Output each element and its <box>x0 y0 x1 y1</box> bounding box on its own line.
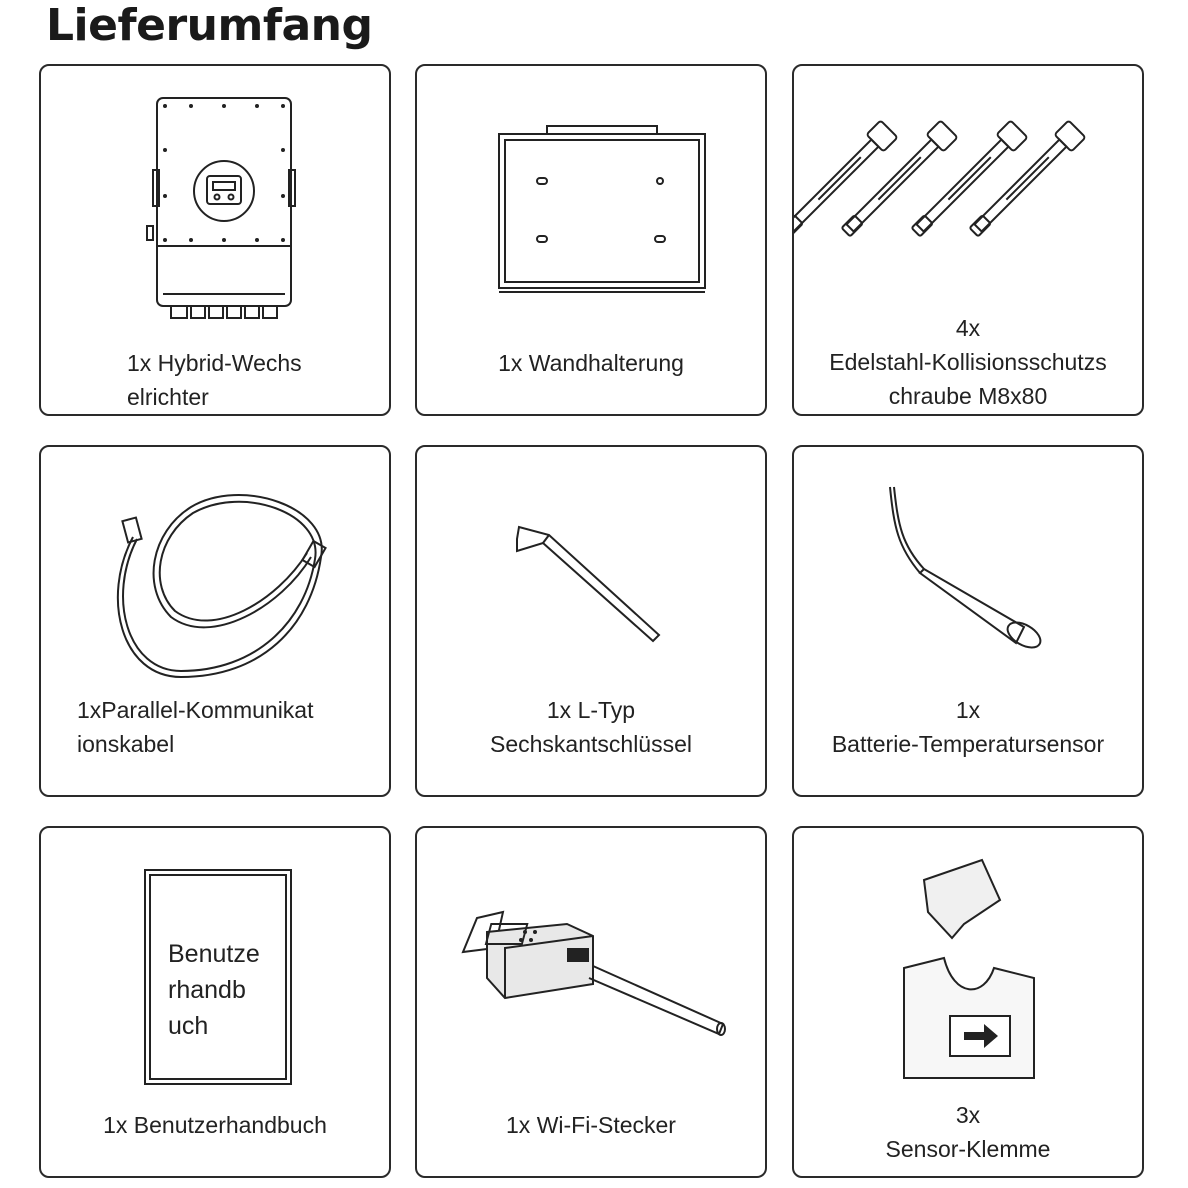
sensor-clamp-illustration <box>794 828 1142 1098</box>
item-caption: 1x Benutzerhandbuch <box>103 1112 327 1138</box>
item-caption: 1x L-Typ Sechskantschlüssel <box>490 697 692 757</box>
item-caption: 3x Sensor-Klemme <box>885 1102 1051 1162</box>
anchor-screws-illustration <box>794 66 1142 336</box>
item-caption: 1x Wandhalterung <box>498 350 684 376</box>
parallel-cable-illustration <box>41 447 389 717</box>
wifi-plug-illustration <box>417 828 765 1098</box>
item-caption: 1x Hybrid-Wechs elrichter <box>127 350 302 410</box>
item-caption: 1x Wi-Fi-Stecker <box>506 1112 676 1138</box>
item-caption: 4x Edelstahl-Kollisionsschutzs chraube M8x80 <box>829 315 1107 409</box>
wall-bracket-illustration <box>417 66 765 336</box>
item-card-sensor-clamp <box>792 826 1144 1178</box>
item-card-screws <box>792 64 1144 416</box>
item-card-wifi-plug <box>415 826 767 1178</box>
item-card-hex-key <box>415 445 767 797</box>
manual-cover-text: Benutze rhandb uch <box>168 940 260 1040</box>
item-caption: 1xParallel-Kommunikat ionskabel <box>77 697 314 757</box>
item-card-inverter <box>39 64 391 416</box>
hybrid-inverter-illustration <box>41 66 389 336</box>
page-title: Lieferumfang <box>46 0 373 51</box>
item-card-temp-sensor <box>792 445 1144 797</box>
temperature-sensor-illustration <box>794 447 1142 717</box>
item-card-parallel-cable <box>39 445 391 797</box>
item-card-manual <box>39 826 391 1178</box>
item-caption: 1x Batterie-Temperatursensor <box>831 697 1105 757</box>
hex-key-illustration <box>417 447 765 717</box>
item-card-wall-bracket <box>415 64 767 416</box>
